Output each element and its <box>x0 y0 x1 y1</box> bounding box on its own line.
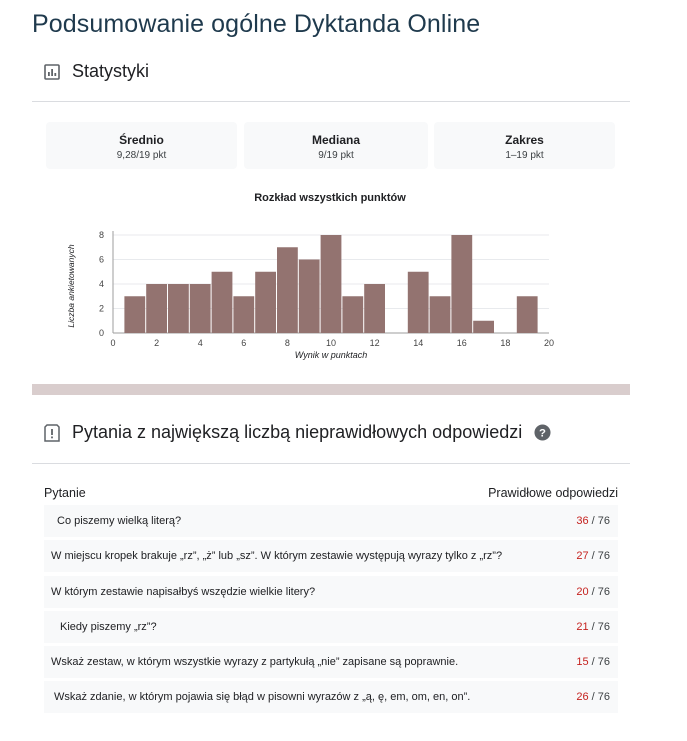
total-count: 76 <box>597 586 610 598</box>
question-score <box>576 656 610 668</box>
histogram-bar <box>321 235 342 333</box>
chart-title: Rozkład wszystkich punktów <box>254 192 406 204</box>
stat-value: 9,28/19 pkt <box>116 150 167 161</box>
question-row[interactable] <box>44 646 618 678</box>
column-header-correct: Prawidłowe odpowiedzi <box>488 486 618 500</box>
question-score <box>576 550 610 562</box>
y-tick-label: 4 <box>98 279 104 289</box>
questions-heading: Pytania z największą liczbą nieprawidłowych odpowiedzi <box>72 422 523 442</box>
question-row[interactable] <box>44 611 618 643</box>
x-tick-label: 2 <box>154 338 160 348</box>
histogram-bar <box>190 284 211 333</box>
histogram-bar <box>408 272 429 333</box>
divider <box>32 463 630 464</box>
histogram-bar <box>299 260 320 334</box>
question-text: W miejscu kropek brakuje „rz”, „ż” lub „sz”. W którym zestawie występują wyrazy tylko z „rz”? <box>51 550 503 562</box>
stats-heading: Statystyki <box>72 61 150 81</box>
correct-count: 27 <box>576 550 589 562</box>
x-tick-label: 6 <box>241 338 247 348</box>
histogram-bar <box>451 235 472 333</box>
questions-section-header <box>44 422 551 443</box>
y-tick-label: 0 <box>98 328 104 338</box>
total-count: 76 <box>597 550 610 562</box>
section-separator <box>32 384 630 395</box>
histogram-bar <box>255 272 276 333</box>
divider <box>32 101 630 102</box>
alert-report-icon <box>44 424 62 442</box>
stat-label: Mediana <box>311 133 360 147</box>
histogram-bar <box>517 296 538 333</box>
score-distribution-chart <box>60 186 570 366</box>
x-tick-label: 16 <box>456 338 467 348</box>
stat-label: Zakres <box>505 133 544 147</box>
y-tick-label: 2 <box>98 303 104 314</box>
total-count: 76 <box>597 656 610 668</box>
histogram-bar <box>146 284 167 333</box>
correct-count: 21 <box>576 621 589 633</box>
x-tick-label: 0 <box>110 338 116 348</box>
question-score <box>576 515 610 527</box>
score-separator: / <box>588 550 598 562</box>
histogram-bar <box>473 321 494 333</box>
histogram-bar <box>168 284 189 333</box>
histogram-bar <box>430 296 451 333</box>
stat-card-range <box>434 122 615 169</box>
score-separator: / <box>588 621 598 633</box>
question-text: Kiedy piszemy „rz”? <box>60 621 157 633</box>
question-row[interactable] <box>44 576 618 608</box>
x-axis-label: Wynik w punktach <box>294 350 368 360</box>
x-tick-label: 14 <box>413 338 424 348</box>
x-tick-label: 12 <box>369 338 380 348</box>
score-separator: / <box>588 515 598 527</box>
svg-text:?: ? <box>539 427 547 440</box>
score-separator: / <box>588 691 598 703</box>
histogram-bar <box>233 296 254 333</box>
correct-count: 26 <box>576 691 589 703</box>
total-count: 76 <box>597 621 610 633</box>
x-tick-label: 10 <box>325 338 337 348</box>
x-tick-label: 20 <box>543 338 555 348</box>
stat-value: 9/19 pkt <box>318 150 354 161</box>
x-tick-label: 4 <box>197 338 203 348</box>
question-row[interactable] <box>44 505 618 537</box>
histogram-bar <box>212 272 233 333</box>
column-header-question: Pytanie <box>44 486 86 500</box>
x-tick-label: 8 <box>284 338 290 348</box>
histogram-bar <box>277 247 298 333</box>
x-tick-label: 18 <box>500 338 511 348</box>
stat-card-median <box>244 122 428 169</box>
question-text: Wskaż zdanie, w którym pojawia się błąd w pisowni wyrazów z „ą, ę, em, om, en, on”. <box>54 691 471 703</box>
total-count: 76 <box>597 691 610 703</box>
y-axis-label: Liczba ankietowanych <box>66 244 76 328</box>
histogram-bar <box>124 296 145 333</box>
correct-count: 15 <box>576 656 589 668</box>
stat-label: Średnio <box>119 133 164 147</box>
correct-count: 36 <box>576 515 589 527</box>
score-separator: / <box>588 586 598 598</box>
help-icon[interactable] <box>534 424 551 441</box>
question-score <box>576 691 610 703</box>
question-text: Co piszemy wielką literą? <box>57 515 182 527</box>
question-text: Wskaż zestaw, w którym wszystkie wyrazy z partykułą „nie” zapisane są poprawnie. <box>51 656 459 668</box>
score-separator: / <box>588 656 598 668</box>
question-row[interactable] <box>44 540 618 572</box>
question-score <box>576 621 610 633</box>
stat-card-average <box>46 122 237 169</box>
histogram-bar <box>364 284 385 333</box>
correct-count: 20 <box>576 586 589 598</box>
page-title: Podsumowanie ogólne Dyktanda Online <box>32 10 481 38</box>
total-count: 76 <box>597 515 610 527</box>
y-tick-label: 6 <box>98 254 104 265</box>
question-row[interactable] <box>44 681 618 713</box>
bar-chart-icon <box>44 63 62 81</box>
stats-section-header <box>44 61 149 82</box>
y-tick-label: 8 <box>98 230 104 240</box>
histogram-bar <box>342 296 363 333</box>
question-score <box>576 586 610 598</box>
stat-value: 1–19 pkt <box>505 150 544 161</box>
question-text: W którym zestawie napisałbyś wszędzie wielkie litery? <box>51 586 316 598</box>
